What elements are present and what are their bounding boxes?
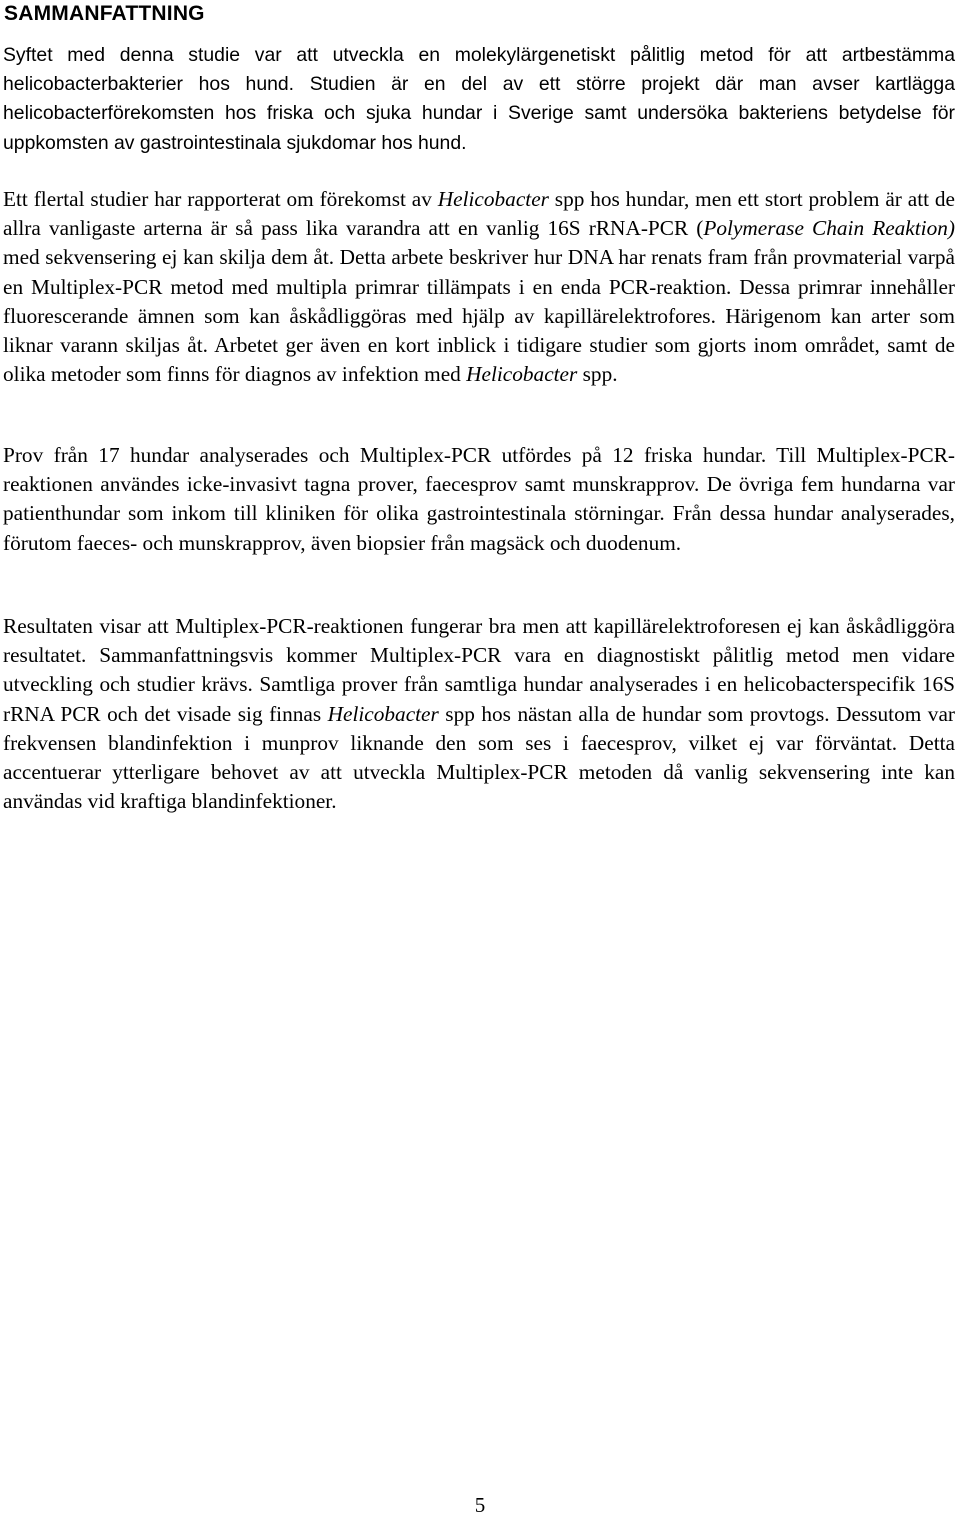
paragraph-method: Prov från 17 hundar analyserades och Multiplex-PCR utfördes på 12 friska hundar. Till Multiplex-PCR-reaktionen användes icke-invasivt tagna prover, faecesprov samt munskrapprov. De övriga fem hundarna var patienthundar som inkom till kliniken för olika gastrointestinala störningar. Från dessa hundar analyserades, förutom faeces- och munskrapprov, även biopsier från magsäck och duodenum.: [3, 443, 955, 555]
text-run: Resultaten visar att Multiplex-PCR-reaktionen fungerar bra men att kapillärelektroforesen ej kan åskådliggöra resultatet. Sammanfattningsvis kommer Multiplex-PCR vara en diagnostiskt pålitlig metod men vidare utveckling och studier krävs. Samtliga prover från samtliga hundar analyserades i en helicobacterspecifik 16S rRNA PCR och det visade sig finnas: [3, 614, 955, 726]
text-run: spp hos nästan alla de hundar som provtogs. Dessutom var frekvensen blandinfektion i munprov liknande den som ses i faecesprov, vilket ej var förväntat. Detta accentuerar ytterligare behovet av att utveckla Multiplex-PCR metoden då vanlig sekvensering inte kan användas vid kraftiga blandinfektioner.: [3, 701, 955, 814]
text-run: spp.: [577, 362, 618, 387]
paragraph-results: [3, 612, 955, 816]
section-heading: SAMMANFATTNING: [4, 2, 205, 25]
text-run: Ett flertal studier har rapporterat om förekomst av: [3, 187, 438, 211]
text-run: med sekvensering ej kan skilja dem åt. Detta arbete beskriver hur DNA har renats fram från provmaterial varpå en Multiplex-PCR metod med multipla primrar tillämpats i en enda PCR-reaktion. Dessa primrar innehåller fluorescerande ämnen som kan åskådliggöras med hjälp av kapillärelektrofores. Härigenom kan arter som liknar varann skiljas åt. Arbetet ger även en kort inblick i tidigare studier som gjorts inom området, samt de olika metoder som finns för diagnos av infektion med: [3, 245, 955, 387]
page-number: 5: [474, 1493, 486, 1517]
italic-term: Polymerase Chain Reaktion): [703, 216, 955, 241]
paragraph-background: [3, 185, 955, 389]
text-run: spp hos hundar, men ett stort problem är att de allra vanligaste arterna är så pass lika varandra att en vanlig 16S rRNA-PCR (: [3, 187, 955, 241]
italic-term: Helicobacter: [466, 362, 578, 387]
italic-term: Helicobacter: [327, 701, 439, 726]
paragraph-purpose: Syftet med denna studie var att utveckla en molekylärgenetiskt pålitlig metod för att artbestämma helicobacterbakterier hos hund. Studien är en del av ett större projekt där man avser kartlägga helicobacterförekomsten hos friska och sjuka hundar i Sverige samt undersöka bakteriens betydelse för uppkomsten av gastrointestinala sjukdomar hos hund.: [3, 44, 955, 154]
italic-term: Helicobacter: [437, 187, 549, 211]
